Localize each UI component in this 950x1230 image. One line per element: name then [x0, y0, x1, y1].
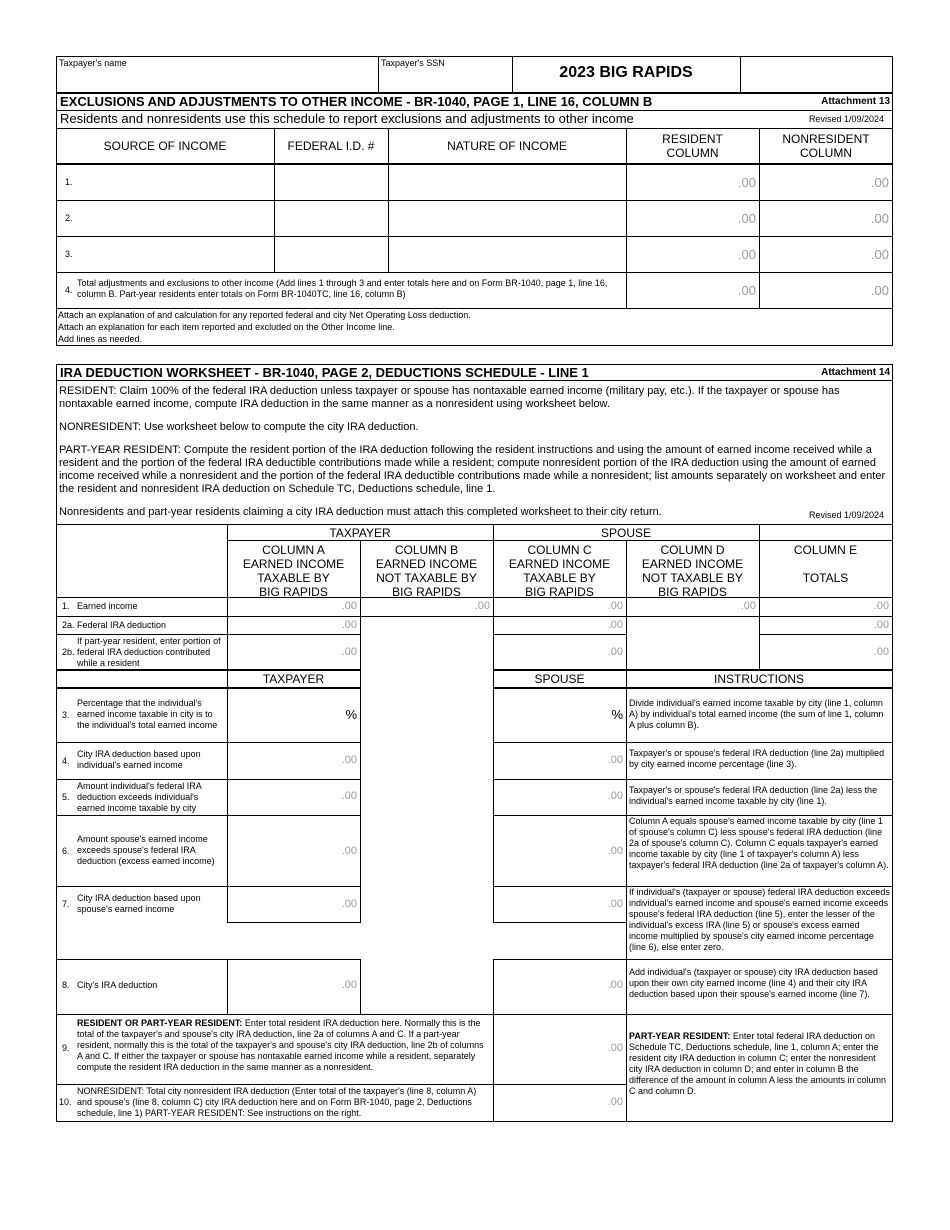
row3-number: 3. [65, 249, 73, 259]
col-d-h3: NOT TAXABLE BY [642, 571, 743, 585]
col-e-h1: COLUMN E [793, 543, 858, 557]
ira-line3-number: 3. [62, 710, 70, 720]
ira-line9-col-c[interactable]: .00 [607, 1042, 623, 1054]
col-resident-header-line1: RESIDENT [662, 132, 723, 146]
col-c-header [493, 543, 626, 599]
section1-title: EXCLUSIONS AND ADJUSTMENTS TO OTHER INCOME - BR-1040, PAGE 1, LINE 16, COLUMN B [60, 94, 653, 109]
ira-line9-label [77, 1018, 489, 1073]
col-c-h2: EARNED INCOME [508, 557, 611, 571]
ira-line2a-col-c[interactable]: .00 [607, 619, 623, 631]
ira-line3-col-c-percent[interactable]: % [611, 707, 623, 722]
line4-number: 4. [65, 285, 73, 295]
ira-line6-col-c[interactable]: .00 [607, 845, 623, 857]
section2-title: IRA DEDUCTION WORKSHEET - BR-1040, PAGE 2, DEDUCTIONS SCHEDULE - LINE 1 [60, 365, 589, 380]
col-e-h3: TOTALS [802, 571, 849, 585]
ira-line9-label-text: Enter total resident IRA deduction here. Normally this is the total of the taxpayer's and spouse's city IRA deduction, line 2a of columns A and C. If a part-year resident, normally this is the total of the taxpayer's and spouse's city IRA deduction, line 2b of columns A and C. If either the taxpayer or spouse has nontaxable earned income while a resident, separately compute the resident IRA deduction in the same manner as a nonresident. [77, 1018, 484, 1072]
ira-line2b-col-c[interactable]: .00 [607, 646, 623, 658]
col-b-header [360, 543, 493, 599]
ira-line9-number: 9. [62, 1043, 70, 1053]
note-other-income: Attach an explanation for each item reported and excluded on the Other Income line. [58, 322, 395, 332]
note-add-lines: Add lines as needed. [58, 334, 143, 344]
ira-line8-col-c[interactable]: .00 [607, 979, 623, 991]
ira-line10-number: 10. [59, 1097, 72, 1107]
col-nonresident-header-line2: COLUMN [799, 146, 852, 160]
form-year-title: 2023 BIG RAPIDS [559, 64, 693, 81]
row3-source-field[interactable] [76, 238, 272, 270]
ira-line2a-col-a[interactable]: .00 [341, 619, 357, 631]
col-nonresident-header [759, 132, 893, 160]
col-e-header [759, 543, 892, 585]
ira-line2b-col-e[interactable]: .00 [873, 646, 889, 658]
ira-line4-instructions: Taxpayer's or spouse's federal IRA deduction (line 2a) multiplied by city earned income percentage (line 3). [629, 748, 885, 769]
row2-nonresident-amount[interactable]: .00 [870, 211, 889, 226]
ira-line6-col-a[interactable]: .00 [341, 845, 357, 857]
section1-subtitle: Residents and nonresidents use this schedule to report exclusions and adjustments to other income [60, 111, 634, 126]
col-b-h2: EARNED INCOME [375, 557, 478, 571]
section2-revised: Revised 1/09/2024 [808, 510, 884, 520]
taxpayer-ssn-field[interactable] [381, 70, 509, 90]
col-d-h2: EARNED INCOME [641, 557, 744, 571]
col-a-h2: EARNED INCOME [242, 557, 345, 571]
col-a-header [227, 543, 360, 599]
ira-line5-number: 5. [62, 792, 70, 802]
row1-nature-field[interactable] [390, 166, 624, 198]
taxpayer-ssn-label: Taxpayer's SSN [381, 58, 445, 68]
ira-line4-col-a[interactable]: .00 [341, 754, 357, 766]
ira-line9-label-bold: RESIDENT OR PART-YEAR RESIDENT: [77, 1018, 243, 1028]
ira-line10-col-c[interactable]: .00 [607, 1096, 623, 1108]
ira-line5-col-c[interactable]: .00 [607, 790, 623, 802]
ira-line2a-label: Federal IRA deduction [77, 620, 167, 630]
ira-line9-10-instructions-bold: PART-YEAR RESIDENT: [629, 1031, 731, 1041]
col-nonresident-header-line1: NONRESIDENT [782, 132, 870, 146]
section1-revised: Revised 1/09/2024 [808, 114, 884, 124]
col-b-h3: NOT TAXABLE BY [376, 571, 477, 585]
col-b-h1: COLUMN B [394, 543, 459, 557]
ira-line1-col-c[interactable]: .00 [607, 600, 623, 612]
ira-line1-col-a[interactable]: .00 [341, 600, 357, 612]
para-resident: RESIDENT: Claim 100% of the federal IRA deduction unless taxpayer or spouse has nontaxable earned income (military pay, etc.). If the taxpayer or spouse has nontaxable earned income, compute IRA deduction in the same manner as a nonresident using worksheet below. [59, 385, 840, 410]
ira-line4-label: City IRA deduction based upon individual's earned income [77, 749, 201, 770]
line4-text: Total adjustments and exclusions to other income (Add lines 1 through 3 and enter totals here and on Form BR-1040, page 1, line 16, column B. Part-year residents enter totals on Form BR-1040TC, line 16, column B) [77, 278, 608, 299]
ira-line1-col-e[interactable]: .00 [873, 600, 889, 612]
row2-source-field[interactable] [76, 202, 272, 234]
row2-resident-amount[interactable]: .00 [737, 211, 756, 226]
row3-nonresident-amount[interactable]: .00 [870, 247, 889, 262]
ira-line7-col-c[interactable]: .00 [607, 898, 623, 910]
ira-line8-col-a[interactable]: .00 [341, 979, 357, 991]
ira-line1-label: Earned income [77, 601, 138, 611]
row1-source-field[interactable] [76, 166, 272, 198]
col-nature-header: NATURE OF INCOME [447, 139, 567, 153]
group-spouse-header: SPOUSE [600, 526, 651, 540]
taxpayer-name-label: Taxpayer's name [59, 58, 127, 68]
ira-line4-col-c[interactable]: .00 [607, 754, 623, 766]
ira-line6-label: Amount spouse's earned income exceeds spouse's federal IRA deduction (excess earned income) [77, 834, 215, 866]
section1-attachment: Attachment 13 [821, 96, 890, 107]
group-taxpayer-header: TAXPAYER [329, 526, 391, 540]
ira-line5-col-a[interactable]: .00 [341, 790, 357, 802]
row2-number: 2. [65, 213, 73, 223]
sub-instructions-header: INSTRUCTIONS [714, 672, 804, 686]
col-b-h4: BIG RAPIDS [392, 585, 461, 599]
ira-line9-10-instructions-text: Enter total federal IRA deduction on Schedule TC, Deductions schedule, line 1, column A; enter the resident city IRA deduction in column C; enter the nonresident city IRA deduction in column D; and enter in column B the difference of the amount in column A less the amounts in column C and column D. [629, 1031, 886, 1096]
col-a-h1: COLUMN A [262, 543, 325, 557]
col-a-h3: TAXABLE BY [257, 571, 330, 585]
row3-fedid-field[interactable] [276, 238, 386, 270]
line4-resident-amount[interactable]: .00 [737, 283, 756, 298]
col-c-h3: TAXABLE BY [523, 571, 596, 585]
ira-line2b-number: 2b. [62, 647, 75, 657]
ira-line1-col-b[interactable]: .00 [474, 600, 490, 612]
row1-nonresident-amount[interactable]: .00 [870, 175, 889, 190]
col-d-h4: BIG RAPIDS [658, 585, 727, 599]
line4-nonresident-amount[interactable]: .00 [870, 283, 889, 298]
row1-resident-amount[interactable]: .00 [737, 175, 756, 190]
ira-line10-label: NONRESIDENT: Total city nonresident IRA deduction (Enter total of the taxpayer's (line 8, column A) and spouse's (line 8, column C) city IRA deduction here and on Form BR-1040, page 2, Deductions schedule, line 1) PART-YEAR RESIDENT: See instructions on the right. [77, 1086, 477, 1118]
ira-line2b-col-a[interactable]: .00 [341, 646, 357, 658]
ira-line2a-col-e[interactable]: .00 [873, 619, 889, 631]
row1-fedid-field[interactable] [276, 166, 386, 198]
row1-number: 1. [65, 177, 73, 187]
note-nol: Attach an explanation of and calculation for any reported federal and city Net Operating Loss deduction. [58, 310, 471, 320]
section2-attachment: Attachment 14 [821, 367, 890, 378]
ira-line5-instructions: Taxpayer's or spouse's federal IRA deduction (line 2a) less the individual's earned income taxable by city (line 1). [629, 785, 878, 806]
ira-line1-col-d[interactable]: .00 [740, 600, 756, 612]
ira-line8-number: 8. [62, 980, 70, 990]
ira-line2b-label: If part-year resident, enter portion of federal IRA deduction contributed while a resident [77, 636, 221, 668]
ira-line6-instructions: Column A equals spouse's earned income taxable by city (line 1 of spouse's column C) less spouse's federal IRA deduction (line 2a of spouse's column C). Column C equals taxpayer's earned income taxable by city (line 1 of taxpayer's column A) less taxpayer's federal IRA deduction (line 2a of taxpayer's column A). [629, 816, 889, 870]
col-a-h4: BIG RAPIDS [259, 585, 328, 599]
ira-line8-label: City's IRA deduction [77, 980, 158, 990]
para-attach: Nonresidents and part-year residents claiming a city IRA deduction must attach this completed worksheet to their city return. [59, 506, 662, 518]
col-d-h1: COLUMN D [660, 543, 725, 557]
sub-spouse-header: SPOUSE [534, 672, 585, 686]
col-resident-header [626, 132, 759, 160]
col-c-h4: BIG RAPIDS [525, 585, 594, 599]
ira-line1-number: 1. [62, 601, 70, 611]
col-fedid-header: FEDERAL I.D. # [287, 139, 375, 153]
ira-line7-label: City IRA deduction based upon spouse's earned income [77, 893, 201, 914]
ira-line4-number: 4. [62, 756, 70, 766]
ira-line3-col-a-percent[interactable]: % [345, 707, 357, 722]
col-source-header: SOURCE OF INCOME [103, 139, 227, 153]
row3-resident-amount[interactable]: .00 [737, 247, 756, 262]
row2-nature-field[interactable] [390, 202, 624, 234]
ira-line5-label: Amount individual's federal IRA deduction exceeds individual's earned income taxable by city [77, 781, 202, 813]
col-resident-header-line2: COLUMN [666, 146, 719, 160]
ira-line8-instructions: Add individual's (taxpayer or spouse) city IRA deduction based upon their own city earned income (line 4) and their city IRA deduction based upon their spouse's earned income (line 7). [629, 967, 878, 999]
ira-line6-number: 6. [62, 846, 70, 856]
ira-line7-col-a[interactable]: .00 [341, 898, 357, 910]
para-nonresident: NONRESIDENT: Use worksheet below to compute the city IRA deduction. [59, 421, 419, 433]
col-c-h1: COLUMN C [527, 543, 592, 557]
row2-fedid-field[interactable] [276, 202, 386, 234]
ira-line7-number: 7. [62, 899, 70, 909]
ira-line3-instructions: Divide individual's earned income taxable by city (line 1, column A) by individual's total earned income (the sum of line 1, column A plus column B). [629, 698, 884, 730]
taxpayer-name-field[interactable] [59, 70, 375, 90]
sub-taxpayer-header: TAXPAYER [262, 672, 325, 686]
para-partyear: PART-YEAR RESIDENT: Compute the resident portion of the IRA deduction following the resident instructions and using the amount of earned income received while a resident and the portion of the federal IRA deductible contributions made while a resident; compute nonresident portion of the IRA deduction using the amount of earned income received while a nonresident and the portion of the federal IRA deductible contributions made while a nonresident; list amounts separately on worksheet and enter the resident and nonresident IRA deduction on Schedule TC, Deductions schedule, line 1. [59, 444, 886, 495]
ira-line9-10-instructions [629, 1031, 890, 1097]
ira-line3-label: Percentage that the individual's earned income taxable in city is to the individual's total earned income [77, 698, 218, 730]
row3-nature-field[interactable] [390, 238, 624, 270]
ira-line2a-number: 2a. [62, 620, 75, 630]
ira-line7-instructions: If individual's (taxpayer or spouse) federal IRA deduction exceeds individual's earned income and spouse's earned income exceeds spouse's federal IRA deduction (line 5), enter the lesser of the individual's excess IRA (line 5) or spouse's excess earned income multiplied by spouse's city earned income percentage (line 6), else enter zero. [629, 887, 890, 952]
col-d-header [626, 543, 759, 599]
